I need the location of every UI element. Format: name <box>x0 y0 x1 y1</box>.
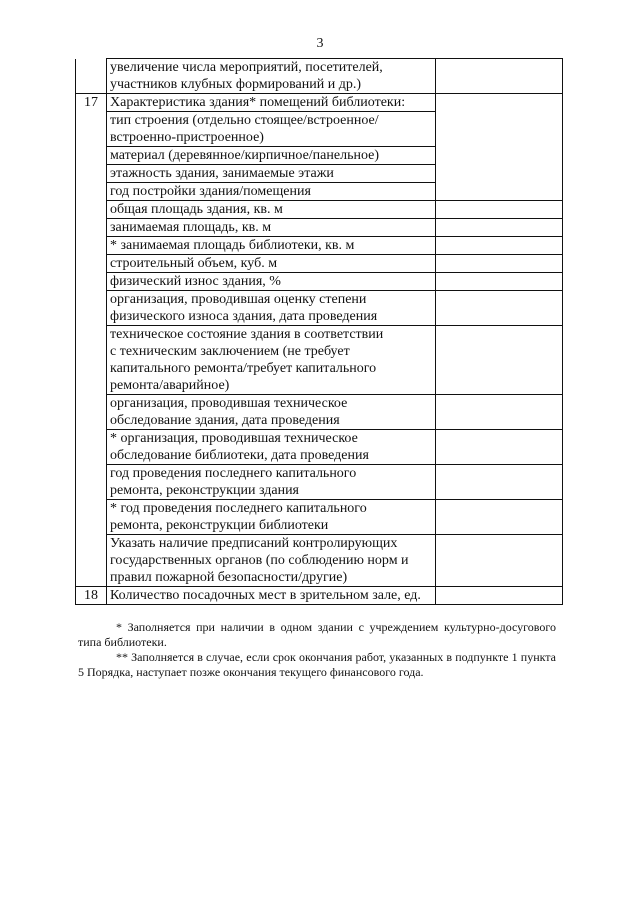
row-value-cell[interactable] <box>436 59 563 94</box>
table-row <box>76 291 563 326</box>
row-description-cell: год проведения последнего капитального ремонта, реконструкции здания <box>107 465 436 500</box>
row-description-cell: Характеристика здания* помещений библиотеки: <box>107 94 436 112</box>
row-value-cell[interactable] <box>436 237 563 255</box>
row-number-cell <box>76 255 107 273</box>
row-value-cell[interactable] <box>436 430 563 465</box>
row-value-cell[interactable] <box>436 273 563 291</box>
row-value-cell[interactable] <box>436 219 563 237</box>
row-number-cell <box>76 326 107 395</box>
row-number-cell <box>76 500 107 535</box>
row-description-cell: * год проведения последнего капитального ремонта, реконструкции библиотеки <box>107 500 436 535</box>
table-row <box>76 237 563 255</box>
row-value-cell[interactable] <box>436 183 563 201</box>
footnotes <box>78 620 556 680</box>
table-row <box>76 273 563 291</box>
table-row <box>76 59 563 94</box>
row-number-cell <box>76 112 107 147</box>
row-value-cell[interactable] <box>436 587 563 605</box>
row-description-cell: * организация, проводившая техническое обследование библиотеки, дата проведения <box>107 430 436 465</box>
row-description-cell: увеличение числа мероприятий, посетителей, участников клубных формирований и др.) <box>107 59 436 94</box>
table-row <box>76 255 563 273</box>
row-number-cell <box>76 273 107 291</box>
row-value-cell[interactable] <box>436 255 563 273</box>
row-value-cell[interactable] <box>436 395 563 430</box>
table-row <box>76 535 563 587</box>
row-description-cell: материал (деревянное/кирпичное/панельное) <box>107 147 436 165</box>
row-number-cell <box>76 59 107 94</box>
table-row <box>76 500 563 535</box>
row-value-cell[interactable] <box>436 147 563 165</box>
row-number-cell <box>76 535 107 587</box>
row-description-cell: общая площадь здания, кв. м <box>107 201 436 219</box>
row-number-cell <box>76 165 107 183</box>
table-row <box>76 147 563 165</box>
row-value-cell[interactable] <box>436 465 563 500</box>
row-value-cell[interactable] <box>436 500 563 535</box>
row-value-cell[interactable] <box>436 201 563 219</box>
row-description-cell: физический износ здания, % <box>107 273 436 291</box>
row-value-cell[interactable] <box>436 535 563 587</box>
table-row <box>76 465 563 500</box>
row-value-cell[interactable] <box>436 291 563 326</box>
table-row <box>76 395 563 430</box>
row-value-cell[interactable] <box>436 112 563 147</box>
row-description-cell: год постройки здания/помещения <box>107 183 436 201</box>
row-description-cell: * занимаемая площадь библиотеки, кв. м <box>107 237 436 255</box>
row-description-cell: занимаемая площадь, кв. м <box>107 219 436 237</box>
row-number-cell <box>76 201 107 219</box>
table-row <box>76 165 563 183</box>
row-description-cell: организация, проводившая оценку степени физического износа здания, дата проведения <box>107 291 436 326</box>
row-number-cell: 17 <box>76 94 107 112</box>
row-number-cell <box>76 291 107 326</box>
row-description-cell: тип строения (отдельно стоящее/встроенное/ встроенно-пристроенное) <box>107 112 436 147</box>
row-number-cell: 18 <box>76 587 107 605</box>
building-characteristics-table <box>75 58 563 605</box>
row-number-cell <box>76 147 107 165</box>
page-number: 3 <box>316 36 324 51</box>
row-description-cell: техническое состояние здания в соответствии с техническим заключением (не требует капитального ремонта/требует капитального ремонта/аварийное) <box>107 326 436 395</box>
footnote-double-asterisk: ** Заполняется в случае, если срок окончания работ, указанных в подпункте 1 пункта 5 Порядка, наступает позже окончания текущего финансового года. <box>78 650 556 679</box>
row-number-cell <box>76 465 107 500</box>
table-row <box>76 112 563 147</box>
table-row <box>76 587 563 605</box>
row-description-cell: Количество посадочных мест в зрительном зале, ед. <box>107 587 436 605</box>
row-value-cell[interactable] <box>436 165 563 183</box>
row-description-cell: Указать наличие предписаний контролирующих государственных органов (по соблюдению норм и правил пожарной безопасности/другие) <box>107 535 436 587</box>
table-row <box>76 94 563 112</box>
table-row <box>76 219 563 237</box>
row-number-cell <box>76 183 107 201</box>
row-value-cell[interactable] <box>436 94 563 112</box>
row-number-cell <box>76 430 107 465</box>
table-row <box>76 430 563 465</box>
table-row <box>76 183 563 201</box>
row-number-cell <box>76 237 107 255</box>
row-value-cell[interactable] <box>436 326 563 395</box>
row-number-cell <box>76 395 107 430</box>
footnote-single-asterisk: * Заполняется при наличии в одном здании с учреждением культурно-досугового типа библиотеки. <box>78 620 556 649</box>
table-row <box>76 201 563 219</box>
row-description-cell: этажность здания, занимаемые этажи <box>107 165 436 183</box>
row-description-cell: строительный объем, куб. м <box>107 255 436 273</box>
row-number-cell <box>76 219 107 237</box>
table-row <box>76 326 563 395</box>
row-description-cell: организация, проводившая техническое обследование здания, дата проведения <box>107 395 436 430</box>
